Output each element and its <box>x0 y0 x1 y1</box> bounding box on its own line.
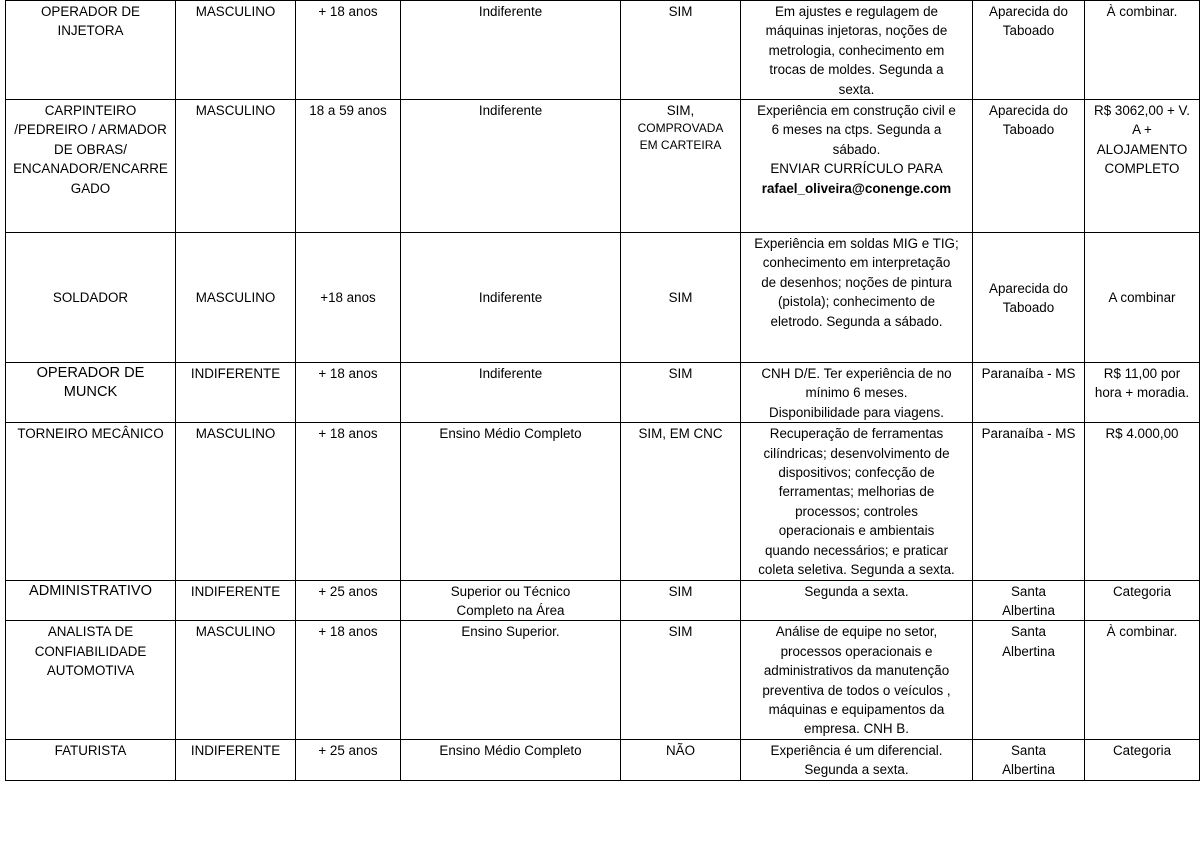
age-cell: + 18 anos <box>296 363 401 423</box>
role-cell: CARPINTEIRO /PEDREIRO / ARMADOR DE OBRAS/ ENCANADOR/ENCARRE GADO <box>6 100 176 233</box>
age-cell: + 18 anos <box>296 1 401 100</box>
table-row <box>6 100 1200 233</box>
location-cell: Aparecida do Taboado <box>973 1 1085 100</box>
gender-cell: MASCULINO <box>176 100 296 233</box>
salary-cell: R$ 11,00 por hora + moradia. <box>1085 363 1200 423</box>
requirements-cell: Segunda a sexta. <box>741 580 973 621</box>
experience-cell: SIM <box>621 233 741 363</box>
salary-cell: À combinar. <box>1085 621 1200 739</box>
location-cell: Aparecida do Taboado <box>973 100 1085 233</box>
experience-cell: SIM <box>621 1 741 100</box>
education-cell: Indiferente <box>401 363 621 423</box>
education-cell: Ensino Superior. <box>401 621 621 739</box>
gender-cell: INDIFERENTE <box>176 739 296 780</box>
gender-cell: MASCULINO <box>176 1 296 100</box>
location-cell: Aparecida do Taboado <box>973 233 1085 363</box>
table-row <box>6 233 1200 363</box>
age-cell: + 25 anos <box>296 739 401 780</box>
gender-cell: MASCULINO <box>176 233 296 363</box>
salary-cell: R$ 3062,00 + V. A + ALOJAMENTO COMPLETO <box>1085 100 1200 233</box>
experience-cell: SIM <box>621 621 741 739</box>
role-cell: OPERADOR DE MUNCK <box>6 363 176 423</box>
experience-cell: NÃO <box>621 739 741 780</box>
requirements-cell: CNH D/E. Ter experiência de no mínimo 6 meses. Disponibilidade para viagens. <box>741 363 973 423</box>
age-cell: +18 anos <box>296 233 401 363</box>
education-cell: Indiferente <box>401 100 621 233</box>
salary-cell: Categoria <box>1085 739 1200 780</box>
table-row <box>6 1 1200 100</box>
role-cell: FATURISTA <box>6 739 176 780</box>
age-cell: + 18 anos <box>296 621 401 739</box>
age-cell: 18 a 59 anos <box>296 100 401 233</box>
table-row <box>6 363 1200 423</box>
table-row <box>6 580 1200 621</box>
education-cell: Ensino Médio Completo <box>401 423 621 580</box>
experience-cell: SIM <box>621 580 741 621</box>
location-cell: Santa Albertina <box>973 580 1085 621</box>
requirements-cell: Análise de equipe no setor, processos operacionais e administrativos da manutenção preventiva de todos o veículos , máquinas e equipamentos da empresa. CNH B. <box>741 621 973 739</box>
requirements-cell: Experiência em construção civil e 6 meses na ctps. Segunda a sábado. ENVIAR CURRÍCULO PARA rafael_oliveira@conenge.com <box>741 100 973 233</box>
requirements-cell: Recuperação de ferramentas cilíndricas; desenvolvimento de dispositivos; confecção de ferramentas; melhorias de processos; controles operacionais e ambientais quando necessários; e praticar coleta seletiva. Segunda a sexta. <box>741 423 973 580</box>
location-cell: Santa Albertina <box>973 621 1085 739</box>
experience-cell: SIM, EM CNC <box>621 423 741 580</box>
requirements-cell: Experiência em soldas MIG e TIG; conhecimento em interpretação de desenhos; noções de pintura (pistola); conhecimento de eletrodo. Segunda a sábado. <box>741 233 973 363</box>
role-cell: SOLDADOR <box>6 233 176 363</box>
requirements-cell: Experiência é um diferencial. Segunda a sexta. <box>741 739 973 780</box>
experience-cell: SIM, COMPROVADA EM CARTEIRA <box>621 100 741 233</box>
salary-cell: A combinar <box>1085 233 1200 363</box>
requirements-cell: Em ajustes e regulagem de máquinas injetoras, noções de metrologia, conhecimento em trocas de moldes. Segunda a sexta. <box>741 1 973 100</box>
gender-cell: MASCULINO <box>176 423 296 580</box>
table-row <box>6 739 1200 780</box>
role-cell: OPERADOR DE INJETORA <box>6 1 176 100</box>
age-cell: + 25 anos <box>296 580 401 621</box>
table-row <box>6 423 1200 580</box>
location-cell: Paranaíba - MS <box>973 363 1085 423</box>
gender-cell: INDIFERENTE <box>176 580 296 621</box>
role-cell: ANALISTA DE CONFIABILIDADE AUTOMOTIVA <box>6 621 176 739</box>
role-cell: ADMINISTRATIVO <box>6 580 176 621</box>
gender-cell: INDIFERENTE <box>176 363 296 423</box>
location-cell: Paranaíba - MS <box>973 423 1085 580</box>
salary-cell: À combinar. <box>1085 1 1200 100</box>
salary-cell: Categoria <box>1085 580 1200 621</box>
location-cell: Santa Albertina <box>973 739 1085 780</box>
contact-email: rafael_oliveira@conenge.com <box>761 180 952 196</box>
education-cell: Superior ou Técnico Completo na Área <box>401 580 621 621</box>
education-cell: Indiferente <box>401 1 621 100</box>
job-listings-table <box>5 0 1200 781</box>
age-cell: + 18 anos <box>296 423 401 580</box>
experience-cell: SIM <box>621 363 741 423</box>
salary-cell: R$ 4.000,00 <box>1085 423 1200 580</box>
gender-cell: MASCULINO <box>176 621 296 739</box>
education-cell: Ensino Médio Completo <box>401 739 621 780</box>
education-cell: Indiferente <box>401 233 621 363</box>
role-cell: TORNEIRO MECÂNICO <box>6 423 176 580</box>
table-row <box>6 621 1200 739</box>
